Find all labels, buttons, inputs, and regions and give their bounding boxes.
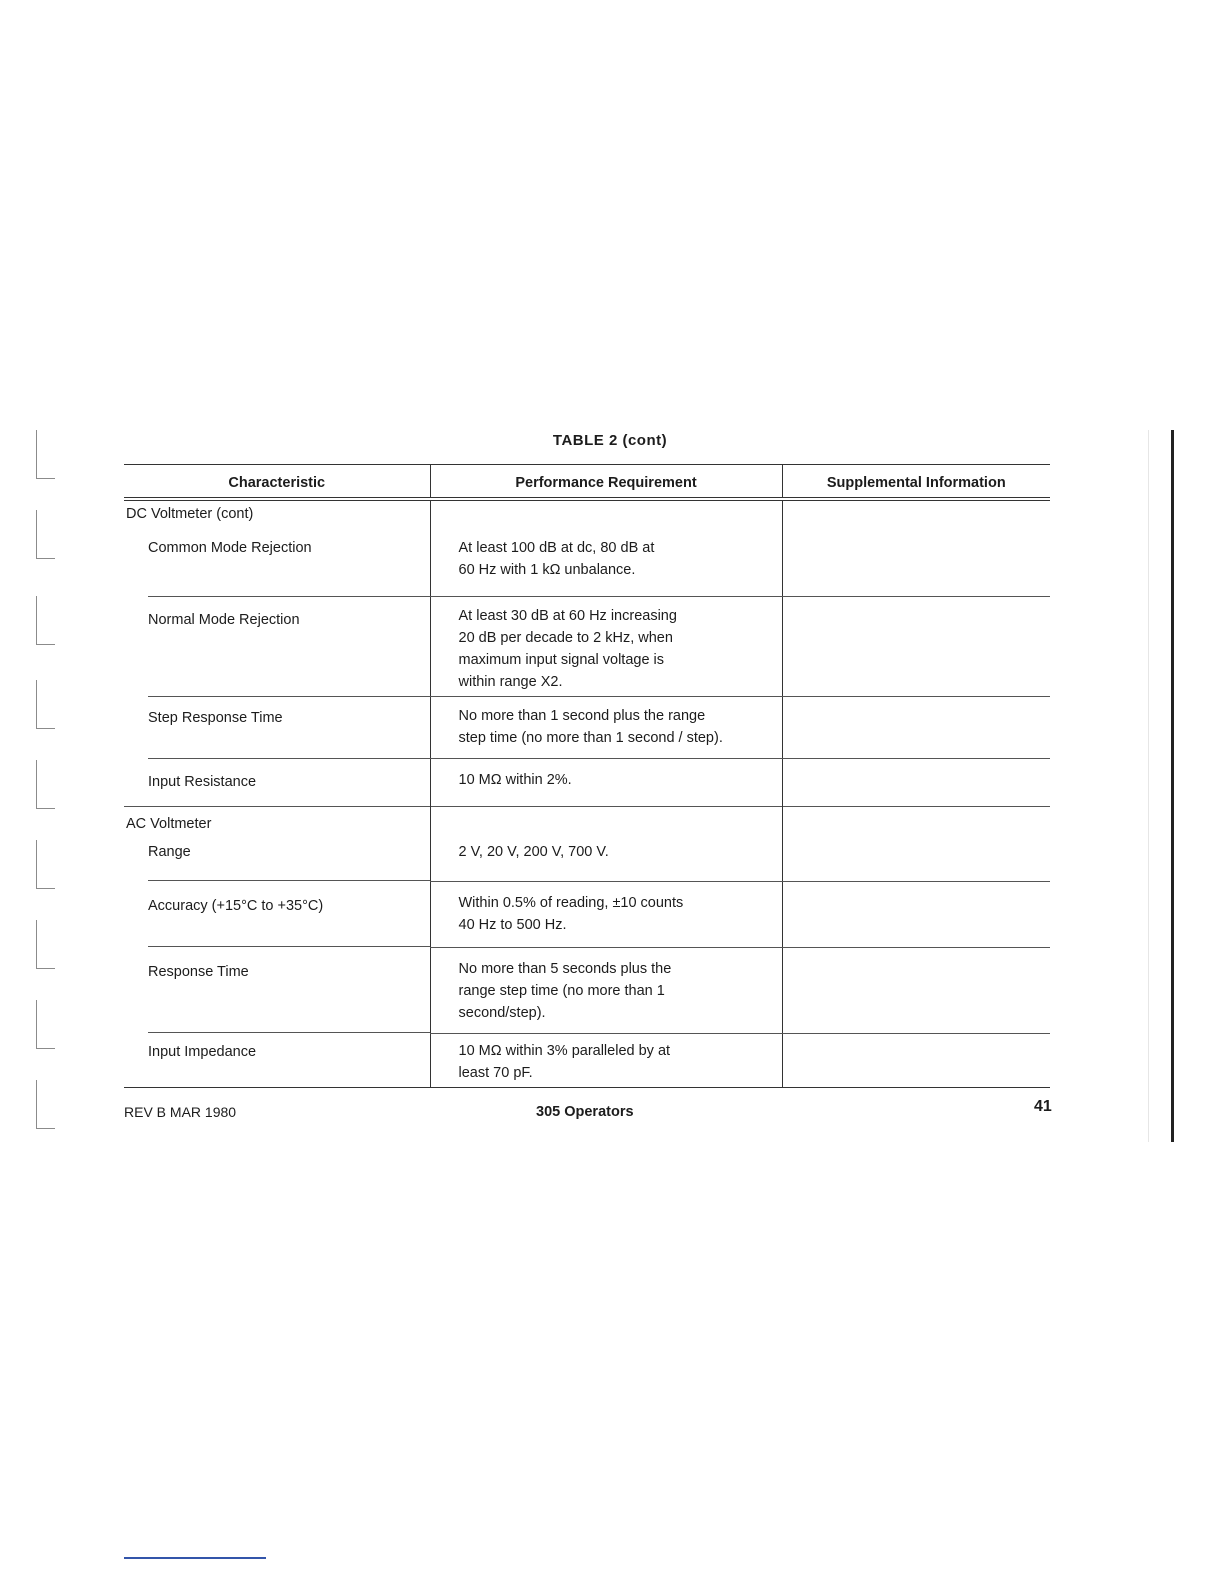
margin-mark xyxy=(36,840,55,889)
characteristic-label: Accuracy (+15°C to +35°C) xyxy=(148,898,324,914)
supplemental-cell xyxy=(782,1033,1050,1087)
page-edge-shadow xyxy=(1148,430,1149,1142)
requirement-cell: 2 V, 20 V, 200 V, 700 V. xyxy=(430,837,782,881)
requirement-cell: At least 30 dB at 60 Hz increasing 20 dB per decade to 2 kHz, when maximum input signal voltage is within range X2. xyxy=(430,597,782,697)
page-edge-rule xyxy=(1171,430,1174,1142)
characteristic-label: Input Resistance xyxy=(148,773,257,790)
characteristic-cell xyxy=(124,597,430,697)
table-header-row xyxy=(124,465,1050,499)
characteristic-cell xyxy=(124,759,430,807)
header-characteristic: Characteristic xyxy=(124,465,430,499)
margin-mark xyxy=(36,1000,55,1049)
footer-revision: REV B MAR 1980 xyxy=(124,1104,237,1120)
characteristic-cell xyxy=(124,947,430,1033)
requirement-cell xyxy=(430,499,782,527)
table-row xyxy=(124,1033,1050,1087)
margin-mark xyxy=(36,680,55,729)
table-row xyxy=(124,837,1050,881)
supplemental-cell xyxy=(782,697,1050,759)
bottom-footnote-rule xyxy=(124,1557,266,1559)
requirement-cell: No more than 5 seconds plus the range step time (no more than 1 second/step). xyxy=(430,947,782,1033)
characteristic-cell xyxy=(124,881,430,947)
characteristic-cell xyxy=(124,697,430,759)
margin-mark xyxy=(36,430,55,479)
characteristic-label: Range xyxy=(148,844,191,860)
row-divider xyxy=(148,758,430,759)
characteristic-label: Normal Mode Rejection xyxy=(148,611,300,628)
header-supplemental-information: Supplemental Information xyxy=(782,465,1050,499)
characteristic-label: Response Time xyxy=(148,964,249,980)
characteristic-label: Input Impedance xyxy=(148,1044,257,1060)
header-performance-requirement: Performance Requirement xyxy=(430,465,782,499)
requirement-cell: At least 100 dB at dc, 80 dB at 60 Hz with 1 kΩ unbalance. xyxy=(430,527,782,597)
characteristic-cell xyxy=(124,527,430,597)
table-group-row xyxy=(124,807,1050,838)
table-title: TABLE 2 (cont) xyxy=(552,432,668,449)
group-label: DC Voltmeter (cont) xyxy=(126,505,254,522)
table-row xyxy=(124,759,1050,807)
group-label: AC Voltmeter xyxy=(124,807,430,838)
footer-manual-title: 305 Operators xyxy=(536,1104,634,1120)
characteristic-cell xyxy=(124,837,430,881)
specification-table xyxy=(124,464,1050,1088)
supplemental-cell xyxy=(782,807,1050,838)
margin-mark xyxy=(36,510,55,559)
requirement-cell: No more than 1 second plus the range step time (no more than 1 second / step). xyxy=(430,697,782,759)
supplemental-cell xyxy=(782,499,1050,527)
characteristic-cell xyxy=(124,1033,430,1087)
requirement-cell: Within 0.5% of reading, ±10 counts 40 Hz to 500 Hz. xyxy=(430,881,782,947)
footer-page-number: 41 xyxy=(1034,1098,1052,1115)
supplemental-cell xyxy=(782,597,1050,697)
table-row xyxy=(124,697,1050,759)
table-row xyxy=(124,947,1050,1033)
table-row xyxy=(124,597,1050,697)
table-group-row xyxy=(124,499,1050,527)
margin-mark xyxy=(36,760,55,809)
characteristic-label: Step Response Time xyxy=(148,709,283,726)
requirement-cell: 10 MΩ within 2%. xyxy=(430,759,782,807)
margin-mark xyxy=(36,920,55,969)
supplemental-cell xyxy=(782,881,1050,947)
margin-mark xyxy=(36,1080,55,1129)
requirement-cell: 10 MΩ within 3% paralleled by at least 70 pF. xyxy=(430,1033,782,1087)
margin-mark xyxy=(36,596,55,645)
supplemental-cell xyxy=(782,837,1050,881)
table-row xyxy=(124,527,1050,597)
supplemental-cell xyxy=(782,759,1050,807)
row-divider xyxy=(148,1032,430,1033)
characteristic-label: Common Mode Rejection xyxy=(148,539,312,556)
supplemental-cell xyxy=(782,947,1050,1033)
supplemental-cell xyxy=(782,527,1050,597)
requirement-cell xyxy=(430,807,782,838)
table-row xyxy=(124,881,1050,947)
